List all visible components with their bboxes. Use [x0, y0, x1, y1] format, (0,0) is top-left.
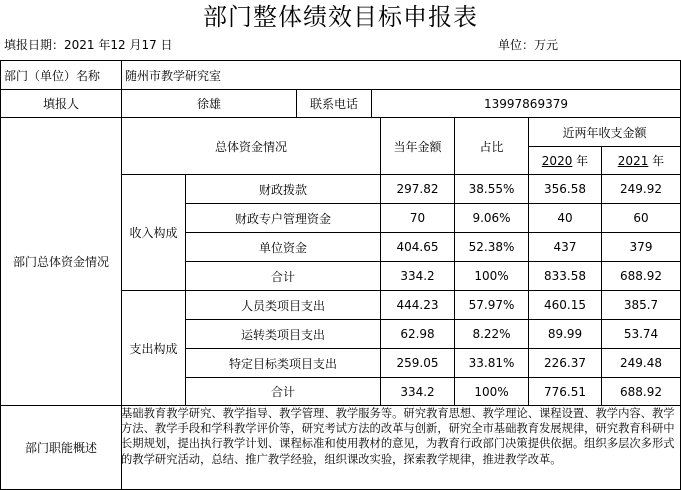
- cell-y2021: 249.92: [620, 182, 662, 196]
- cell-name: 运转类项目支出: [240, 327, 325, 342]
- cell-y2021: 385.7: [623, 298, 659, 312]
- cell-name: 财政拨款: [258, 182, 307, 197]
- year-2020: 2020: [541, 153, 573, 168]
- expense-label: 支出构成: [129, 341, 178, 356]
- year-suffix: 年: [652, 154, 665, 168]
- cell-ratio: 38.55%: [468, 182, 515, 196]
- cell-y2020: 833.58: [544, 269, 586, 283]
- cell-y2021: 60: [633, 211, 649, 225]
- dept-name-label: 部门（单位）名称: [4, 68, 101, 83]
- cell-amount: 334.2: [400, 384, 435, 399]
- cell-ratio: 8.22%: [472, 327, 511, 341]
- cell-y2020: 226.37: [544, 356, 586, 370]
- cell-ratio: 33.81%: [468, 356, 515, 370]
- page-title: 部门整体绩效目标申报表: [203, 3, 478, 31]
- filler-value: 徐雄: [196, 97, 221, 111]
- cell-y2020: 437: [553, 240, 577, 254]
- ratio-header: 占比: [479, 139, 504, 154]
- income-label: 收入构成: [129, 226, 178, 240]
- recent-years-header: 近两年收支金额: [562, 125, 647, 140]
- cell-name: 合计: [270, 269, 295, 284]
- year-2021-header: [602, 147, 680, 174]
- cell-amount: 70: [409, 211, 426, 225]
- cell-name: 人员类项目支出: [240, 298, 325, 313]
- cell-y2020: 460.15: [544, 298, 586, 312]
- fill-date: [4, 36, 173, 54]
- cell-amount: 334.2: [400, 269, 435, 283]
- dept-name-value: 随州市教学研究室: [125, 68, 222, 83]
- function-label: 部门职能概述: [24, 441, 97, 455]
- cell-amount: 62.98: [400, 327, 435, 341]
- year-2021: 2021: [617, 153, 649, 168]
- cell-y2020: 89.99: [547, 327, 583, 341]
- cell-y2020: 40: [557, 211, 573, 225]
- cell-name: 财政专户管理资金: [234, 211, 331, 226]
- cell-ratio: 9.06%: [472, 211, 511, 225]
- current-amount-header: 当年金额: [393, 139, 442, 154]
- cell-ratio: 52.38%: [468, 240, 515, 254]
- fill-date-label: 填报日期：: [4, 38, 65, 52]
- year-suffix: 年: [576, 154, 589, 168]
- cell-y2021: 249.48: [620, 356, 662, 370]
- cell-y2021: 688.92: [620, 269, 662, 283]
- cell-y2021: 379: [629, 240, 653, 254]
- year-2020-header: [529, 147, 601, 174]
- cell-amount: 444.23: [396, 298, 439, 312]
- cell-name: 特定目标类项目支出: [228, 356, 337, 371]
- overall-fund-label: 总体资金情况: [214, 139, 287, 154]
- cell-name: 单位资金: [258, 240, 307, 255]
- cell-y2020: 776.51: [544, 384, 586, 399]
- phone-label: 联系电话: [309, 97, 358, 111]
- cell-ratio: 100%: [474, 384, 509, 399]
- cell-amount: 404.65: [396, 240, 439, 254]
- cell-amount: 297.82: [396, 182, 439, 196]
- cell-name: 合计: [270, 385, 295, 399]
- cell-ratio: 100%: [474, 269, 509, 283]
- unit-label: 单位：万元: [498, 38, 559, 52]
- fill-date-value: 2021 年12 月17 日: [64, 38, 173, 52]
- function-text: 基础教育教学研究、教学指导、教学管理、教学服务等。研究教育思想、教学理论、课程设置、教学内容、教学方法、教学手段和学科教学评价等，研究考试方法的改革与创新，研究全市基础教育发展规律，研究教育科研中长期规划，提出执行教学计划、课程标准和使用教材的意见，为教育行政部门决策提供依据。组织多层次多形式的教学研究活动，总结、推广教学经验，组织课改实验，探索教学规律，推进教学改革。: [121, 407, 675, 466]
- filler-label: 填报人: [42, 97, 79, 111]
- cell-y2020: 356.58: [544, 182, 586, 196]
- cell-amount: 259.05: [396, 356, 439, 370]
- fund-section-label: 部门总体资金情况: [12, 255, 109, 269]
- cell-ratio: 57.97%: [468, 298, 515, 312]
- phone-value: 13997869379: [484, 96, 568, 111]
- cell-y2021: 688.92: [620, 384, 662, 399]
- cell-y2021: 53.74: [623, 327, 659, 341]
